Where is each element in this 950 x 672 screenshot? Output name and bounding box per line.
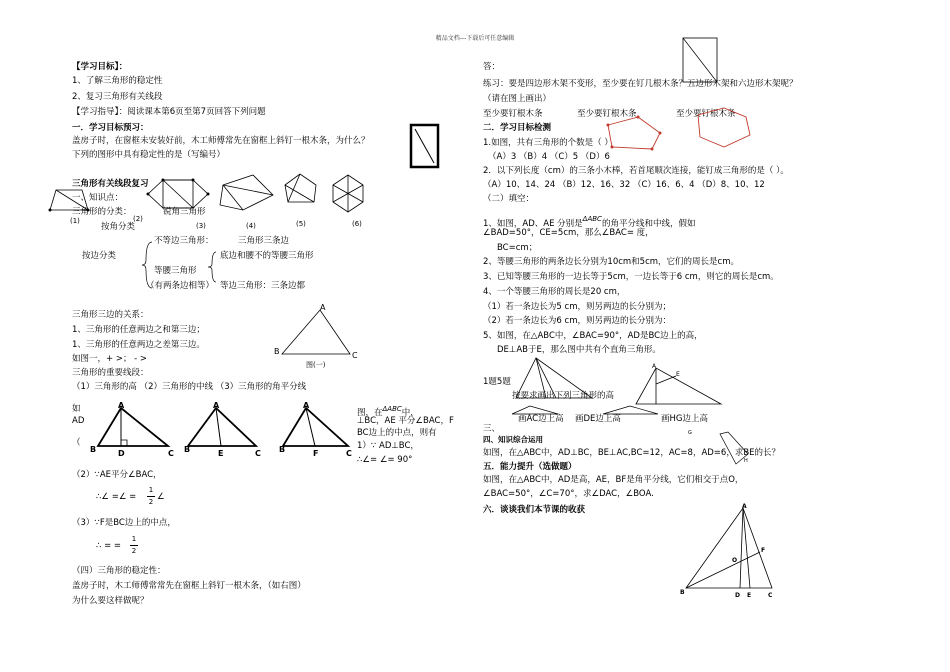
section-2-title: 二．学习目标检测 [483,123,552,133]
right-text-2: ⊥BC，AE 平分∠BAC，F [357,416,454,426]
relation-1: 1、三角形的任意两边之和第三边； [72,325,205,335]
by-angle: 按角分类 [101,222,136,232]
isosceles: 等腰三角形 [154,266,197,276]
svg-text:C: C [768,592,773,599]
fig-text-2: AD [72,416,85,426]
section-3-number: 三、 [483,424,501,434]
svg-text:F: F [313,449,319,458]
equilateral: 等边三角形：三条边都 [220,281,306,291]
practice-2: （请在图上画出） [483,94,552,104]
svg-text:A: A [118,401,125,410]
question-2: 下列的图形中具有稳定性的是（写编号） [72,150,226,160]
fill-4b: （2）若一条边长为6 cm，则另两边的长分别为： [483,316,671,326]
fill-1c: ∠BAD=50°，CE=5cm，那么∠BAC= 度， [483,228,654,238]
isosceles-note: （有两条边相等） [146,281,215,291]
section-1-title: 一．学习目标预习： [72,123,149,133]
figure-1-caption: 图(一) [306,361,326,369]
part-2: （2）∵AE平分∠BAC， [72,470,162,480]
knowledge-heading: 一、知识点： [72,193,124,203]
height-label-3: 画HG边上高 [661,414,708,424]
fig-label-6: (6) [352,220,362,228]
svg-text:E: E [218,449,224,458]
figure-labels: 1题5题 [483,377,511,387]
fig-label-1: (1) [70,217,80,225]
check-1-options: （A）3 （B）4 （C）5 （D）6 [488,152,610,162]
goal-title: 【学习目标】： [72,62,128,72]
relation-2: 1、三角形的任意两边之差第三边。 [72,340,205,350]
height-label-2: 画DE边上高 [575,414,621,424]
half-fraction-1: 1 2 [148,486,154,506]
polygon-frames [596,105,766,155]
three-lines-figure [88,400,358,456]
fill-heading: （二）填空： [483,194,535,204]
figure-1-triangle [272,302,362,364]
svg-text:A: A [742,503,747,510]
draw-heights: 按要求画出下列三角形的高 [512,391,615,401]
svg-text:D: D [735,592,740,599]
right-text-3: BC边上的中点，则有 [357,428,437,438]
section-6-title: 六．谈谈我们本节课的收获 [483,505,586,515]
svg-text:O: O [732,557,738,564]
svg-text:C: C [346,449,352,458]
need-1: 至少要钉根木条 [483,109,543,119]
fill-4: 4、一个等腰三角形的周长是20 cm， [483,287,626,297]
svg-text:F: F [761,547,766,554]
acute-triangle: 锐角三角形 [163,207,206,217]
sides-relation: 三角形三边的关系： [72,310,149,320]
fig-text-1: 如 [72,404,81,414]
fill-5b: DE⊥AB于E，那么图中共有个直角三角形。 [497,345,661,355]
svg-text:E: E [747,592,752,599]
scalene: 不等边三角形： [154,236,214,246]
svg-text:B: B [184,445,191,454]
section-4-text: 如图，在△ABC中，AD⊥BC，BE⊥AC,BC=12，AC=8，AD=6，求BE的长？ [483,448,781,458]
fill-1: 1、如图，AD、AE 分别是$^{\Delta ABC}$的角平分线和中线，假如 [483,215,696,229]
answer: 答： [483,62,501,72]
section-5-text-b: ∠BAC=50°，∠C=70°，求∠DAC，∠BOA. [483,489,654,499]
height-label-1: 画AC边上高 [518,414,564,424]
classification-braces [140,240,220,290]
question-1: 盖房子时，在窗框未安装好前，木工师傅常先在窗框上斜钉一根木条，为什么？ [72,136,370,146]
svg-text:B: B [90,445,97,454]
scalene-desc: 三角形三条边 [238,236,290,246]
part-2c: ∠ [157,492,165,502]
fig-text-3: （ [72,438,81,448]
part-3b: ∴ = = [96,541,122,551]
practice: 练习：要是四边形木架不变形，至少要在钉几根木条？五边形木架和六边形木架呢？ [483,79,798,89]
right-text-5: ∴∠= ∠= 90° [357,455,413,465]
svg-text:C: C [255,449,261,458]
window-frame-figure [410,124,440,169]
line-types: （1）三角形的高 （2）三角形的中线 （3）三角形的角平分线 [72,382,307,392]
guide: 【学习指导】：阅读课本第6页至第7页回答下列问题 [72,107,266,117]
goal-1: 1、了解三角形的稳定性 [72,76,163,86]
part-4b: 盖房子时，木工师傅常常先在窗框上斜钉一根木条，（如右图） [72,581,306,591]
fig-label-4: (4) [246,222,256,230]
by-side: 按边分类 [82,251,117,261]
svg-text:A: A [213,401,220,410]
svg-text:C: C [352,351,358,360]
page-header: 精品文档---下载后可任意编辑 [435,35,515,42]
part-4c: 为什么要这样做呢？ [72,596,149,606]
need-3: 至少要钉根木条 [676,109,736,119]
svg-text:D: D [118,449,125,458]
important-lines: 三角形的重要线段： [72,368,149,378]
section-5-text: 如图，在△ABC中，AD是高，AE，BF是角平分线，它们相交于点O， [483,475,744,485]
need-2: 至少要钉根木条 [577,109,637,119]
fill-1d: BC=cm； [497,243,538,253]
svg-text:H: H [744,458,748,464]
ability-figure [680,500,780,600]
svg-text:E: E [676,371,680,378]
goal-2: 2、复习三角形有关线段 [72,92,163,102]
fill-3: 3、已知等腰三角形的一边长等于5cm，一边长等于6 cm，则它的周长是cm。 [483,272,779,282]
svg-text:A: A [652,363,657,370]
fig-label-3: (3) [196,222,206,230]
review-title: 三角形有关线段复习 [72,179,149,189]
svg-text:G: G [688,430,692,436]
svg-text:B: B [274,347,280,356]
right-text-4: 1）∵ AD⊥BC， [357,441,419,451]
part-2b: ∴∠ =∠ = [96,492,137,502]
check-1: 1.如图，共有三角形的个数是（ ） [483,138,613,148]
half-fraction-2: 1 2 [131,535,137,555]
figure-1-note: 如图一，+ >； - > [72,354,148,364]
fill-2: 2、等腰三角形的两条边长分别为10cm和5cm，它们的周长是cm。 [483,257,739,267]
fill-5: 5、如图，在△ABC中，∠BAC=90°，AD是BC边上的高， [483,331,703,341]
part-3: （3）∵F是BC边上的中点， [72,518,176,528]
part-4: （四）三角形的稳定性： [72,566,166,576]
svg-text:B: B [680,589,685,596]
check-2-options: （A）10、14、24 （B）12、16、32 （C）16、6、4 （D）8、10、12 [483,180,765,190]
section-4-title: 四、知识综合运用 [483,435,543,444]
svg-text:B: B [279,445,286,454]
svg-text:A: A [320,303,326,312]
svg-text:C: C [168,449,174,458]
section-5-title: 五．能力提升（选做题） [483,462,577,472]
fig-label-5: (5) [296,220,306,228]
svg-text:A: A [303,401,310,410]
fig-label-2: (2) [133,215,143,223]
isosceles-desc: 底边和腰不的等腰三角形 [220,251,314,261]
right-text-1: 图，在$^{\Delta ABC}$中， [357,405,419,418]
fill-4a: （1）若一条边长为5 cm，则另两边的长分别为； [483,302,671,312]
classification: 三角形的分类： [72,207,132,217]
check-2: 2．以下列长度（cm）的三条小木棒，若首尾顺次连接，能钉成三角形的是（ ）。 [483,166,789,176]
